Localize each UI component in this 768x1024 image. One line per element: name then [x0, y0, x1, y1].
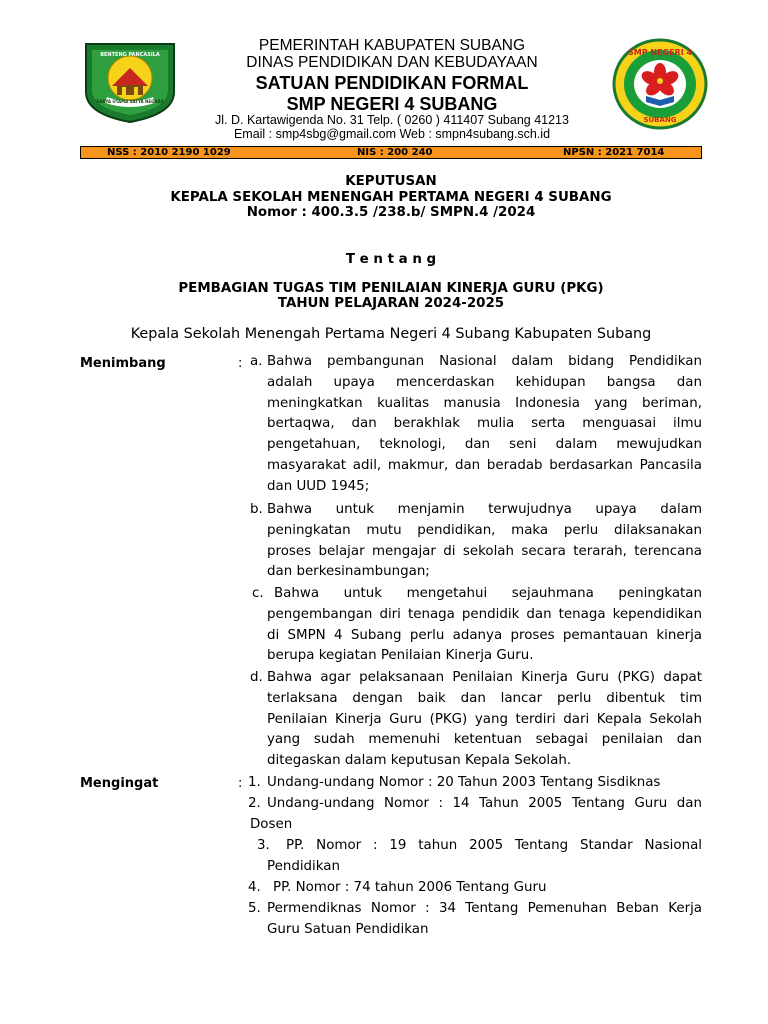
school-address: Jl. D. Kartawigenda No. 31 Telp. ( 0260 ) 411407 Subang 41213	[215, 113, 569, 127]
text-line: Bahwa untuk mengetahui sejauhmana peningkatan	[274, 586, 702, 601]
mengingat-item-3-line1: PP. Nomor : 19 tahun 2005 Tentang Standar Nasional	[286, 838, 702, 853]
menimbang-item-c	[267, 584, 702, 667]
text-line: Penilaian Kinerja Guru (PKG) yang terdiri dari Kepala Sekolah	[267, 711, 702, 727]
school-name: SMP NEGERI 4 SUBANG	[286, 94, 498, 114]
text-line: pengembangan diri tenaga pendidik dan tenaga kependidikan	[267, 606, 702, 622]
unit-name: SATUAN PENDIDIKAN FORMAL	[255, 73, 529, 93]
item-5-marker: 5.	[248, 901, 261, 916]
text-line: proses belajar mengajar di sekolah secara terarah, terencana	[267, 543, 702, 559]
school-contact: Email : smp4sbg@gmail.com Web : smpn4subang.sch.id	[233, 127, 551, 141]
mengingat-item-4: PP. Nomor : 74 tahun 2006 Tentang Guru	[273, 880, 547, 895]
nss-number: NSS : 2010 2190 1029	[107, 147, 231, 158]
text-line: terlaksana dengan baik dan lancar perlu dibentuk tim	[267, 690, 702, 706]
item-3-marker: 3.	[257, 838, 270, 853]
mengingat-label: Mengingat	[80, 776, 159, 791]
academic-year: TAHUN PELAJARAN 2024-2025	[277, 296, 505, 311]
mengingat-item-5-line2: Guru Satuan Pendidikan	[267, 922, 429, 937]
document-issuer-title: KEPALA SEKOLAH MENENGAH PERTAMA NEGERI 4 SUBANG	[170, 190, 612, 205]
menimbang-item-d	[267, 668, 702, 772]
text-line: adalah upaya mencerdaskan kehidupan bangsa dan	[267, 374, 702, 390]
svg-text:SUBANG: SUBANG	[643, 116, 677, 124]
svg-text:BENTENG PANCASILA: BENTENG PANCASILA	[100, 52, 160, 58]
school-emblem-icon	[612, 38, 708, 130]
menimbang-item-a	[267, 352, 702, 498]
text-line: peningkatan mutu pendidikan, maka perlu dilaksanakan	[267, 522, 702, 538]
item-b-marker: b.	[250, 502, 263, 517]
text-line: Bahwa agar pelaksanaan Penilaian Kinerja Guru (PKG) dapat	[267, 670, 702, 685]
document-type: KEPUTUSAN	[345, 174, 437, 189]
document-number: Nomor : 400.3.5 /238.b/ SMPN.4 /2024	[246, 205, 536, 220]
text-line: dan UUD 1945;	[267, 478, 370, 494]
item-a-marker: a.	[250, 354, 263, 369]
letterhead	[0, 0, 768, 160]
svg-text:KARYA UTAMA SATYA NEGARA: KARYA UTAMA SATYA NEGARA	[96, 99, 164, 104]
subang-regency-emblem-icon	[84, 42, 176, 124]
tentang-heading: T e n t a n g	[345, 252, 437, 267]
text-line: meningkatkan kualitas manusia Indonesia yang beriman,	[267, 395, 702, 411]
government-name: PEMERINTAH KABUPATEN SUBANG	[258, 37, 526, 54]
mengingat-colon: :	[238, 776, 243, 791]
text-line: dan berkesinambungan;	[267, 564, 430, 580]
nis-number: NIS : 200 240	[357, 147, 433, 158]
agency-name: DINAS PENDIDIKAN DAN KEBUDAYAAN	[246, 54, 538, 71]
menimbang-item-b	[267, 500, 702, 583]
item-1-marker: 1.	[248, 775, 261, 790]
text-line: di SMPN 4 Subang perlu adanya proses pemantauan kinerja	[267, 627, 702, 643]
menimbang-label: Menimbang	[80, 356, 166, 371]
item-4-marker: 4.	[248, 880, 261, 895]
text-line: bertaqwa, dan berakhlak mulia serta menguasai ilmu	[267, 416, 702, 432]
text-line: yang sudah memenuhi ketentuan sebagai penilaian dan	[267, 732, 702, 748]
mengingat-item-1: Undang-undang Nomor : 20 Tahun 2003 Tentang Sisdiknas	[267, 775, 661, 790]
svg-text:SMP NEGERI 4: SMP NEGERI 4	[627, 48, 693, 57]
mengingat-item-5-line1: Permendiknas Nomor : 34 Tentang Pemenuhan Beban Kerja	[267, 901, 702, 916]
mengingat-item-2-line1: Undang-undang Nomor : 14 Tahun 2005 Tentang Guru dan	[267, 796, 702, 811]
text-line: Bahwa pembangunan Nasional dalam bidang Pendidikan	[267, 354, 702, 369]
npsn-number: NPSN : 2021 7014	[563, 147, 665, 158]
text-line: masyarakat adil, makmur, dan beradab berdasarkan Pancasila	[267, 457, 702, 473]
text-line: Bahwa untuk menjamin terwujudnya upaya dalam	[267, 502, 702, 517]
text-line: berupa kegiatan Penilaian Kinerja Guru.	[267, 648, 534, 664]
school-id-bar	[80, 146, 702, 159]
item-2-marker: 2.	[248, 796, 261, 811]
mengingat-item-3-line2: Pendidikan	[267, 859, 340, 874]
item-d-marker: d.	[250, 670, 263, 685]
text-line: pengetahuan, teknologi, dan seni dalam mewujudkan	[267, 437, 702, 453]
text-line: ditegaskan dalam keputusan Kepala Sekolah.	[267, 753, 572, 769]
item-c-marker: c.	[252, 586, 264, 601]
menimbang-colon: :	[238, 356, 243, 371]
document-subject: PEMBAGIAN TUGAS TIM PENILAIAN KINERJA GURU (PKG)	[178, 281, 604, 296]
mengingat-item-2-line2: Dosen	[250, 817, 293, 832]
issuer-statement: Kepala Sekolah Menengah Pertama Negeri 4 Subang Kabupaten Subang	[130, 326, 652, 342]
